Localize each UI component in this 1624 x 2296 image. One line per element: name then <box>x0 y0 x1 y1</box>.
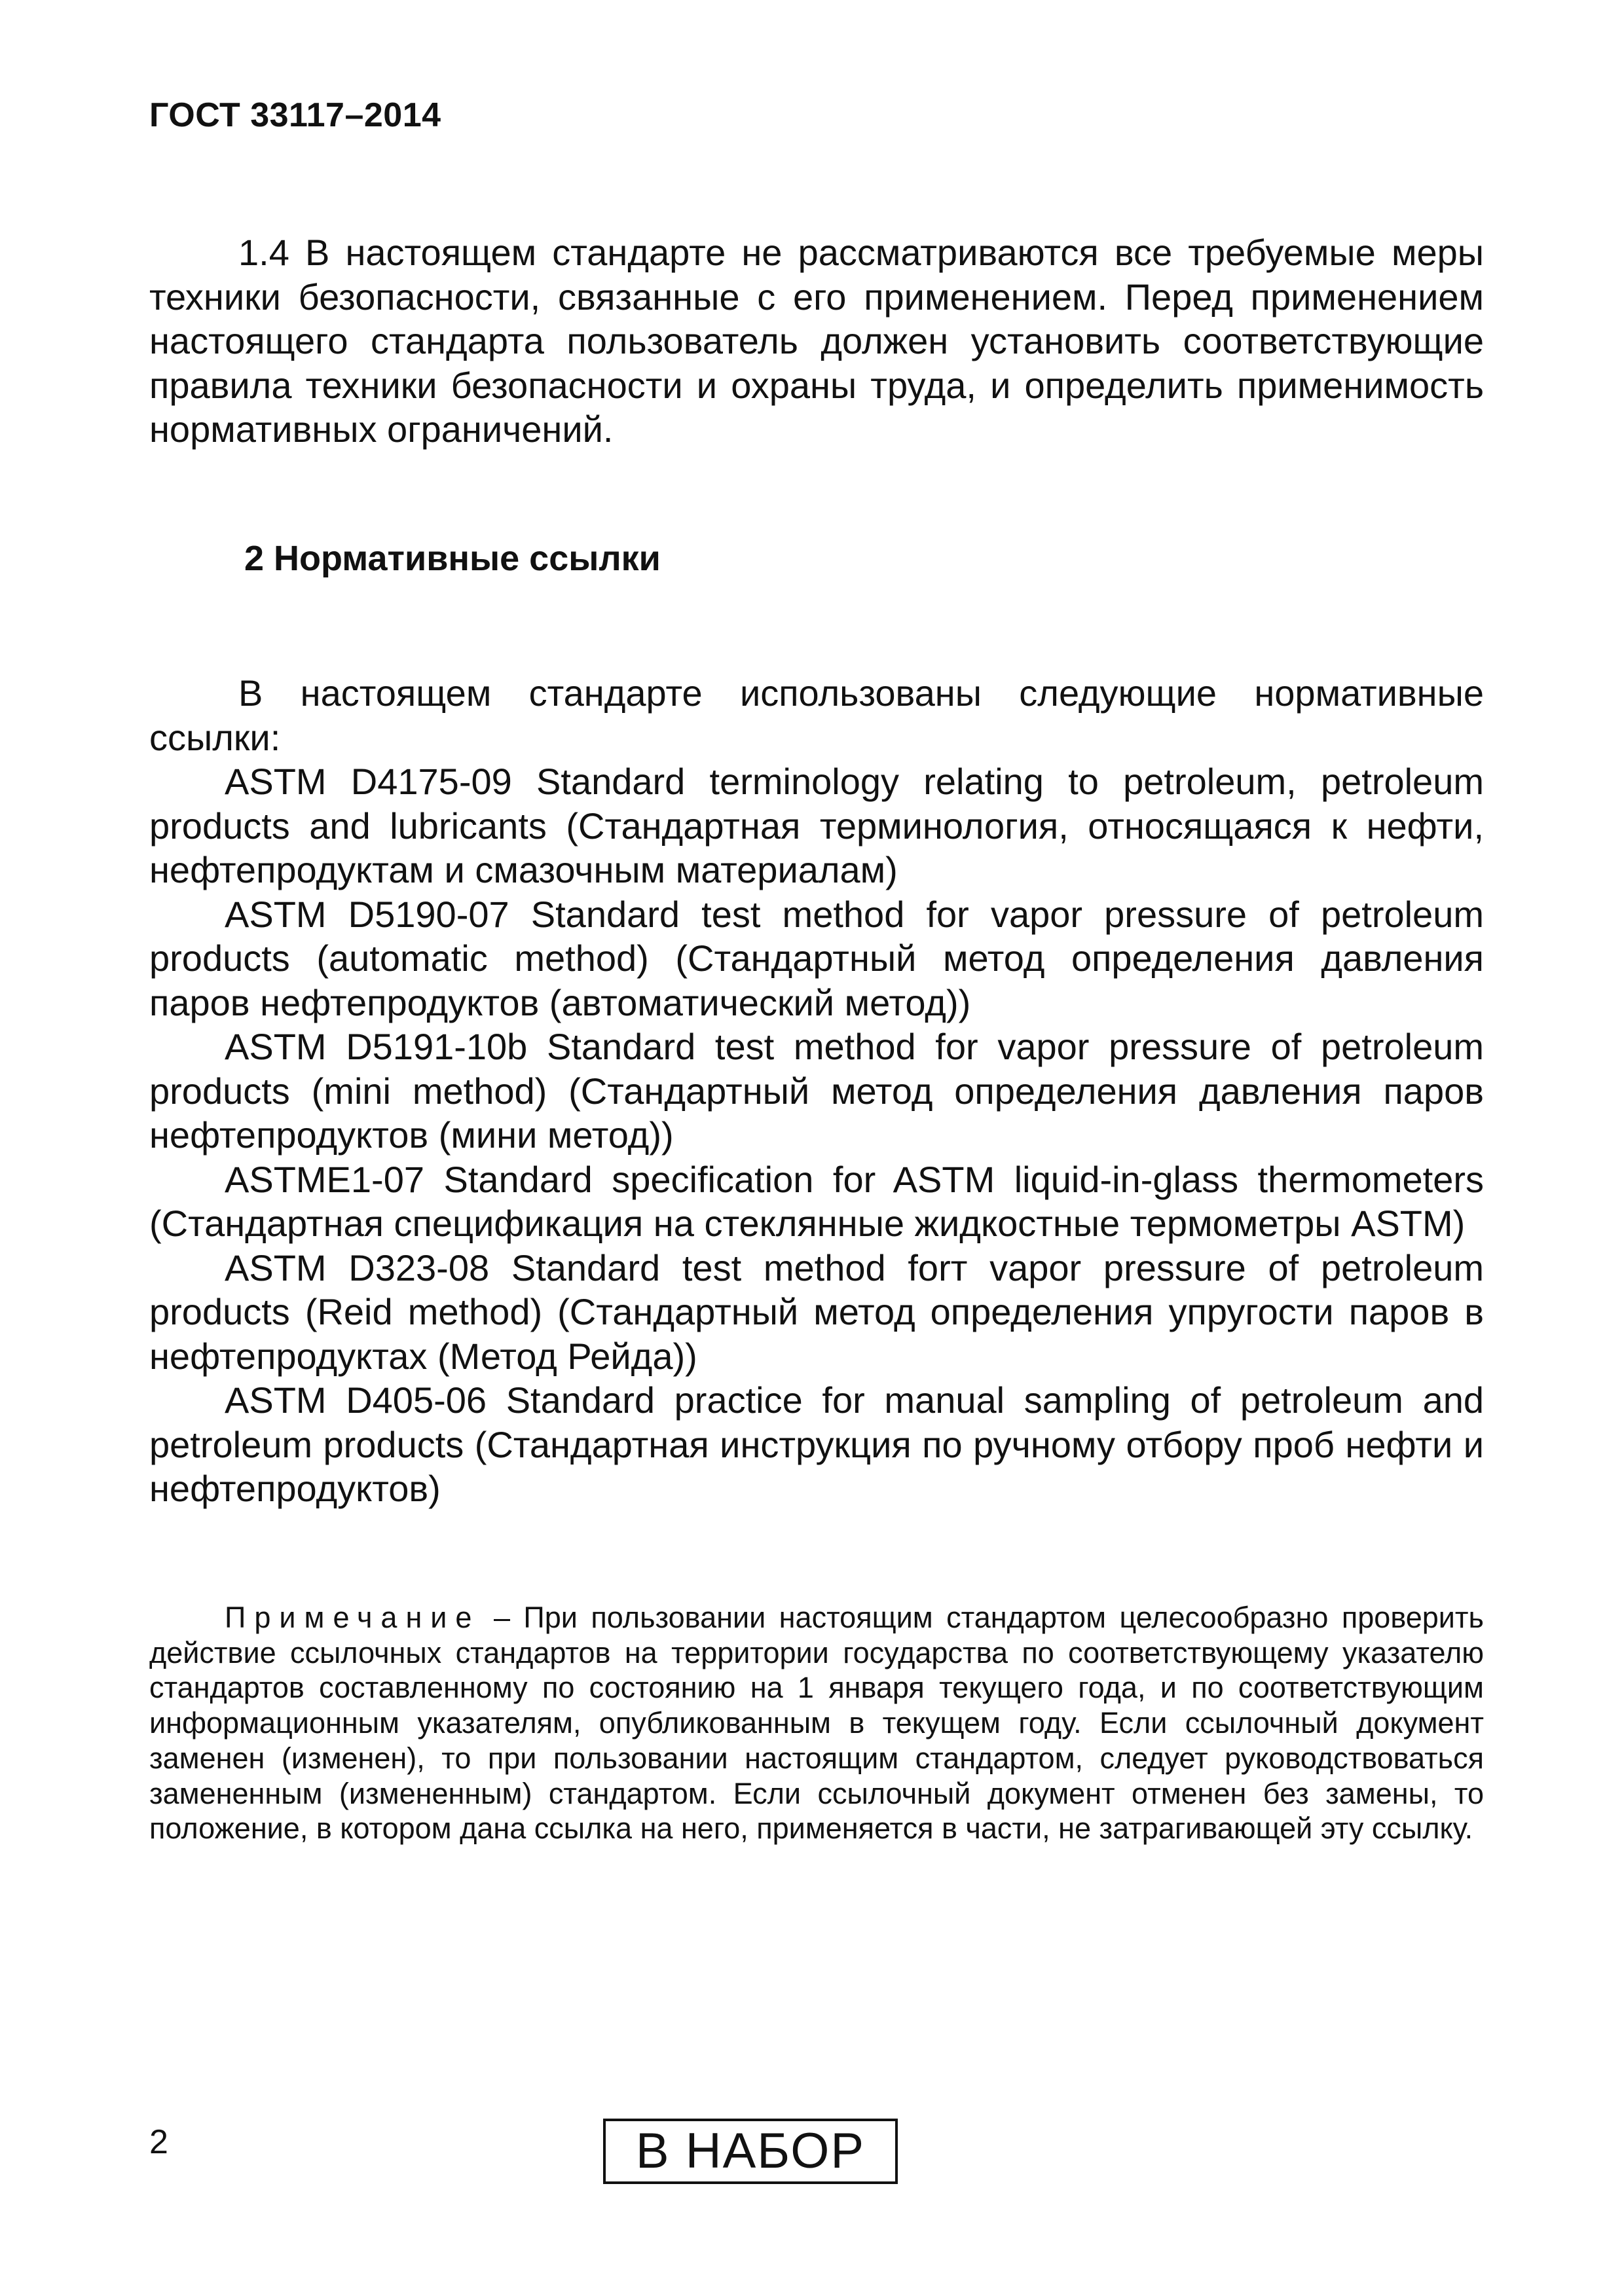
normative-references <box>149 671 1484 1511</box>
note <box>149 1600 1484 1846</box>
document-header: ГОСТ 33117–2014 <box>149 96 441 134</box>
reference-item: ASTM D5191-10b Standard test method for vapor pressure of petroleum products (mini method) (Стандартный метод определения давления паров нефтепродуктов (мини метод)) <box>149 1026 1484 1156</box>
note-label: Примечание <box>225 1601 481 1634</box>
reference-item: ASTME1-07 Standard specification for ASTM liquid-in-glass thermometers (Стандартная спецификация на стеклянные жидкостные термометры ASTM) <box>149 1158 1484 1244</box>
clause-1-4 <box>149 230 1484 452</box>
references-intro: В настоящем стандарте использованы следующие нормативные ссылки: <box>149 672 1484 758</box>
note-text: – При пользовании настоящим стандартом целесообразно проверить действие ссылочных стандартов на территории государства по соответствующему указателю стандартов составленному по состоянию на 1 января текущего года, и по соответствующим информационным указателям, опубликованным в текущем году. Если ссылочный документ заменен (изменен), то при пользовании настоящим стандартом, следует руководствоваться замененным (измененным) стандартом. Если ссылочный документ отменен без замены, то положение, в котором дана ссылка на него, применяется в части, не затрагивающей эту ссылку. <box>149 1601 1484 1846</box>
reference-item: ASTM D323-08 Standard test method forт vapor pressure of petroleum products (Reid method) (Стандартный метод определения упругости паров в нефтепродуктах (Метод Рейда)) <box>149 1247 1484 1377</box>
reference-item: ASTM D4175-09 Standard terminology relating to petroleum, petroleum products and lubricants (Стандартная терминология, относящаяся к нефти, нефтепродуктам и смазочным материалам) <box>149 761 1484 890</box>
clause-1-4-text: 1.4 В настоящем стандарте не рассматриваются все требуемые меры техники безопасности, связанные с его применением. Перед применением настоящего стандарта пользователь должен установить соответствующие правила техники безопасности и охраны труда, и определить применимость нормативных ограничений. <box>149 232 1484 450</box>
reference-item: ASTM D5190-07 Standard test method for vapor pressure of petroleum products (automatic method) (Стандартный метод определения давления паров нефтепродуктов (автоматический метод)) <box>149 893 1484 1023</box>
section-2-heading: 2 Нормативные ссылки <box>244 539 661 578</box>
page-number: 2 <box>149 2123 168 2161</box>
reference-item: ASTM D405-06 Standard practice for manual sampling of petroleum and petroleum products (Стандартная инструкция по ручному отбору проб нефти и нефтепродуктов) <box>149 1379 1484 1509</box>
stamp-box: В НАБОР <box>603 2119 898 2184</box>
